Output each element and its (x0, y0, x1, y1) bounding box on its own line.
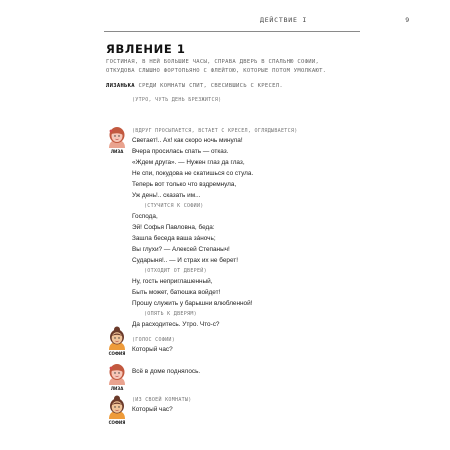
stage-direction: (ГОЛОС СОФИИ) (132, 337, 176, 343)
header-divider (104, 31, 360, 32)
dialogue-line: Господа, (132, 213, 158, 220)
dialogue-line: Быть может, батюшка войдет! (132, 289, 221, 296)
liza-face-icon (106, 361, 128, 385)
speaker-label-sofia: СОФИЯ (108, 420, 126, 425)
page-number: 9 (405, 16, 410, 24)
dialogue-line: Вчера просилась спать — отказ. (132, 148, 229, 155)
dialogue-line: Который час? (132, 346, 173, 353)
speaker-label-liza: ЛИЗА (110, 149, 124, 154)
dialogue-line: Теперь вот только что вздремнула, (132, 181, 237, 188)
dialogue-line: Эй! Софья Павловна, беда: (132, 224, 215, 231)
liza-avatar (106, 124, 128, 154)
stage-direction: (ОПЯТЬ К ДВЕРЯМ) (144, 311, 197, 317)
dialogue-line: Сударыня!.. — И страх их не берет! (132, 257, 238, 264)
dialogue-line: Да расходитесь. Утро. Что-с? (132, 321, 220, 328)
speaker-label-liza: ЛИЗА (110, 386, 124, 391)
dialogue-line: Всё в доме поднялось. (132, 368, 201, 375)
stage-direction: (СТУЧИТСЯ К СОФИИ) (144, 203, 204, 209)
dialogue-line: Который час? (132, 406, 173, 413)
dialogue-line: Вы глухи? — Алексей Степаныч! (132, 246, 230, 253)
speaker-label-sofia: СОФИЯ (108, 351, 126, 356)
morning-note: (УТРО, ЧУТЬ ДЕНЬ БРЕЗЖИТСЯ) (132, 97, 222, 103)
dialogue-line: Прошу служить у барышни влюбленной! (132, 300, 253, 307)
liza-face-icon (106, 124, 128, 148)
character-description: СРЕДИ КОМНАТЫ СПИТ, СВЕСИВШИСЬ С КРЕСЕЛ. (138, 83, 283, 89)
character-entry (106, 83, 366, 89)
sofia-face-icon (106, 395, 128, 419)
character-name: ЛИЗАНЬКА (106, 83, 135, 89)
scene-description-line-2: ОТКУДОВА СЛЫШНО ФОРТОПЬЯНО С ФЛЕЙТОЮ, КОТОРЫЕ ПОТОМ УМОЛКАЮТ. (106, 68, 327, 74)
dialogue-line: Уж день!.. сказать им... (132, 192, 201, 199)
scene-title: ЯВЛЕНИЕ 1 (106, 42, 186, 56)
sofia-avatar (106, 395, 128, 425)
act-title: ДЕЙСТВИЕ I (260, 16, 308, 24)
sofia-face-icon (106, 326, 128, 350)
dialogue-line: Не спи, покудова не скатишься со стула. (132, 170, 254, 177)
stage-direction: (ИЗ СВОЕЙ КОМНАТЫ) (132, 397, 192, 403)
liza-avatar (106, 361, 128, 391)
scene-description-line-1: ГОСТИНАЯ, В НЕЙ БОЛЬШИЕ ЧАСЫ, СПРАВА ДВЕРЬ В СПАЛЬНЮ СОФИИ, (106, 59, 320, 65)
dialogue-line: «Ждем друга». — Нужен глаз да глаз, (132, 159, 245, 166)
stage-direction: (ОТХОДИТ ОТ ДВЕРЕЙ) (144, 268, 207, 274)
dialogue-line: Ну, гость неприглашенный, (132, 278, 213, 285)
sofia-avatar (106, 326, 128, 356)
stage-direction: (ВДРУГ ПРОСЫПАЕТСЯ, ВСТАЕТ С КРЕСЕЛ, ОГЛЯДЫВАЕТСЯ) (132, 128, 298, 134)
dialogue-line: Зашла беседа ваша зáночь; (132, 235, 216, 242)
dialogue-line: Светает!.. Ах! как скоро ночь минула! (132, 137, 243, 144)
